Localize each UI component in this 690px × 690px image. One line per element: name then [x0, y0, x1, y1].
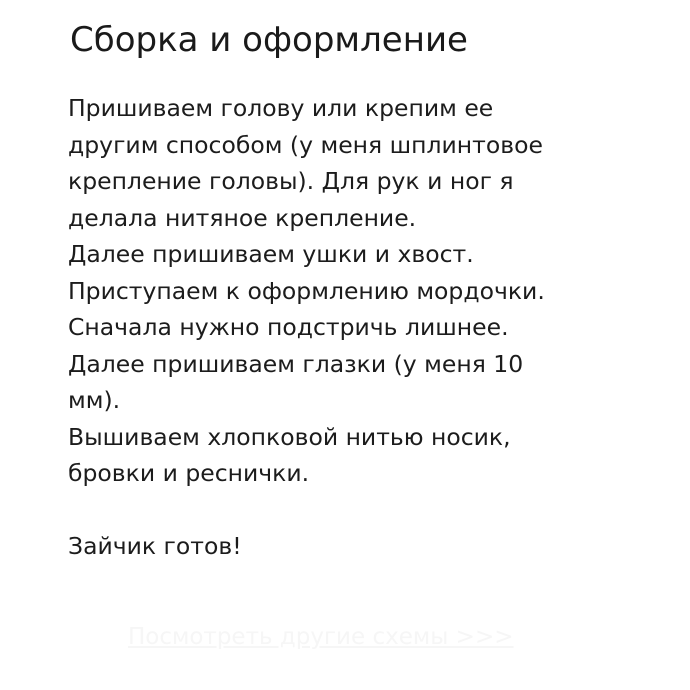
text-line: делала нитяное крепление.	[68, 203, 417, 232]
text-line: мм).	[68, 386, 121, 414]
more-patterns-link[interactable]: Посмотреть другие схемы >>>	[128, 624, 514, 650]
text-line: Пришиваем голову или крепим ее	[68, 94, 494, 122]
paragraph-gap	[68, 492, 668, 529]
closing-line: Зайчик готов!	[68, 532, 242, 560]
text-line: Вышиваем хлопковой нитью носик,	[68, 422, 511, 451]
text-line: другим способом (у меня шплинтовое	[68, 130, 543, 159]
text-line: Далее пришиваем глазки (у меня 10	[68, 349, 524, 378]
text-line: бровки и реснички.	[68, 459, 310, 487]
section-title: Сборка и оформление	[70, 20, 468, 60]
text-line: Сначала нужно подстричь лишнее.	[68, 313, 509, 341]
text-line: Приступаем к оформлению мордочки.	[68, 276, 545, 305]
text-line: крепление головы). Для рук и ног я	[68, 167, 514, 195]
instructions-text	[68, 90, 668, 565]
text-line: Далее пришиваем ушки и хвост.	[68, 240, 474, 268]
